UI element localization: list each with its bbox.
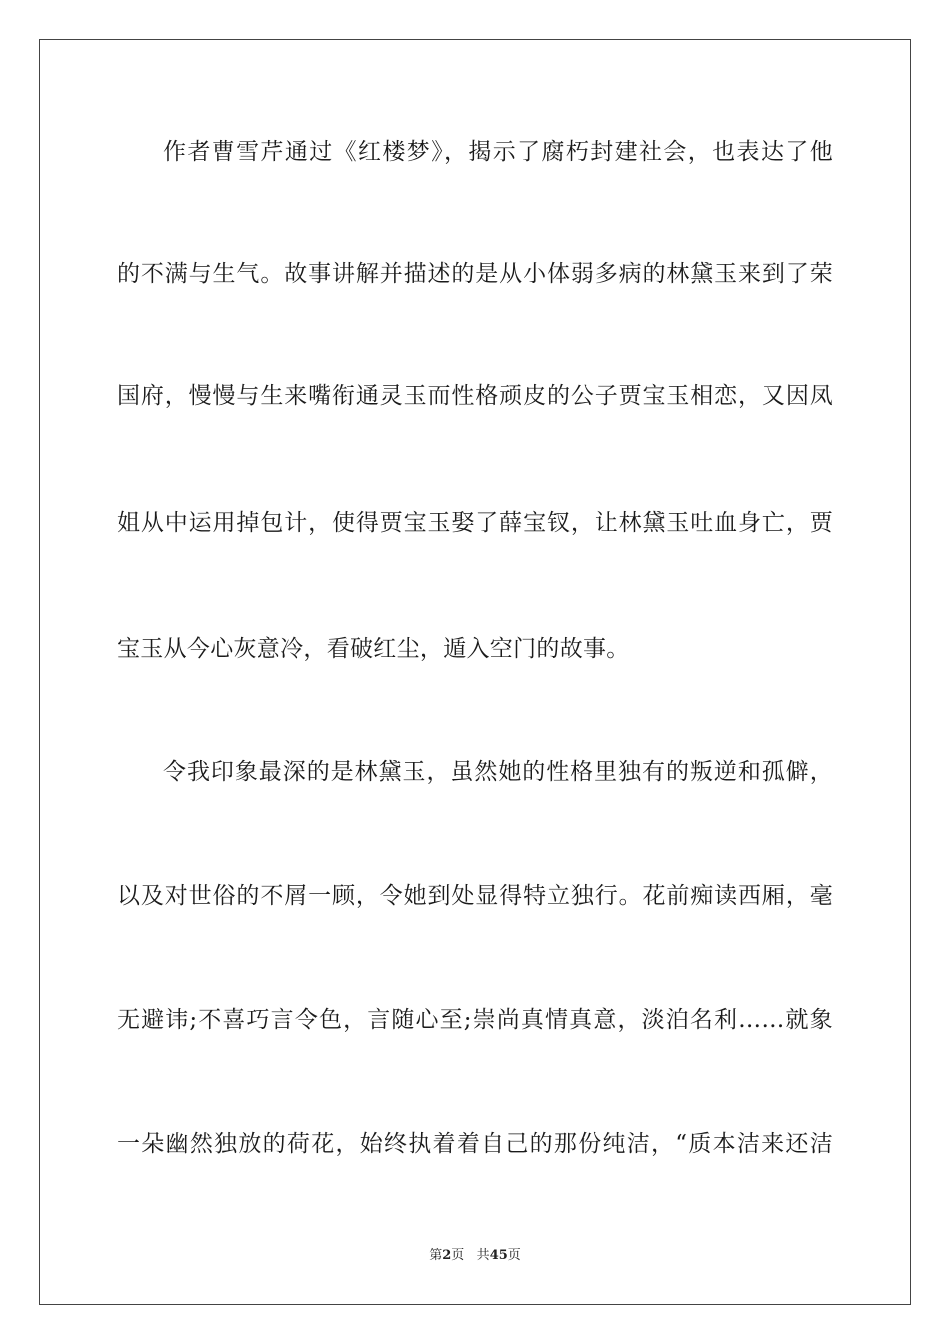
paragraph-2-line-1: 令我印象最深的是林黛玉，虽然她的性格里独有的叛逆和孤僻， (163, 759, 833, 785)
footer-page-number: 2 (442, 1248, 452, 1263)
paragraph-2-line-2: 以及对世俗的不屑一顾，令她到处显得特立独行。花前痴读西厢，毫 (117, 883, 833, 909)
paragraph-1-line-3: 国府，慢慢与生来嘴衔通灵玉而性格顽皮的公子贾宝玉相恋，又因凤 (117, 383, 833, 409)
footer-page-prefix: 第 (429, 1248, 443, 1263)
footer-page-suffix: 页 (451, 1248, 465, 1263)
paragraph-1-line-2: 的不满与生气。故事讲解并描述的是从小体弱多病的林黛玉来到了荣 (117, 261, 833, 287)
footer-total-prefix: 共 (476, 1248, 490, 1263)
paragraph-1-line-4: 姐从中运用掉包计，使得贾宝玉娶了薛宝钗，让林黛玉吐血身亡，贾 (117, 510, 833, 536)
page-border (39, 39, 911, 1305)
paragraph-1-line-5: 宝玉从今心灰意冷，看破红尘，遁入空门的故事。 (117, 636, 630, 662)
footer-total-suffix: 页 (507, 1248, 521, 1263)
paragraph-1-line-1: 作者曹雪芹通过《红楼梦》，揭示了腐朽封建社会，也表达了他 (163, 139, 833, 165)
paragraph-2-line-4: 一朵幽然独放的荷花，始终执着着自己的那份纯洁，“质本洁来还洁 (117, 1131, 833, 1157)
page-footer (0, 1247, 950, 1265)
paragraph-2-line-3: 无避讳;不喜巧言令色，言随心至;崇尚真情真意，淡泊名利……就象 (117, 1007, 833, 1033)
footer-total-pages: 45 (489, 1248, 508, 1263)
